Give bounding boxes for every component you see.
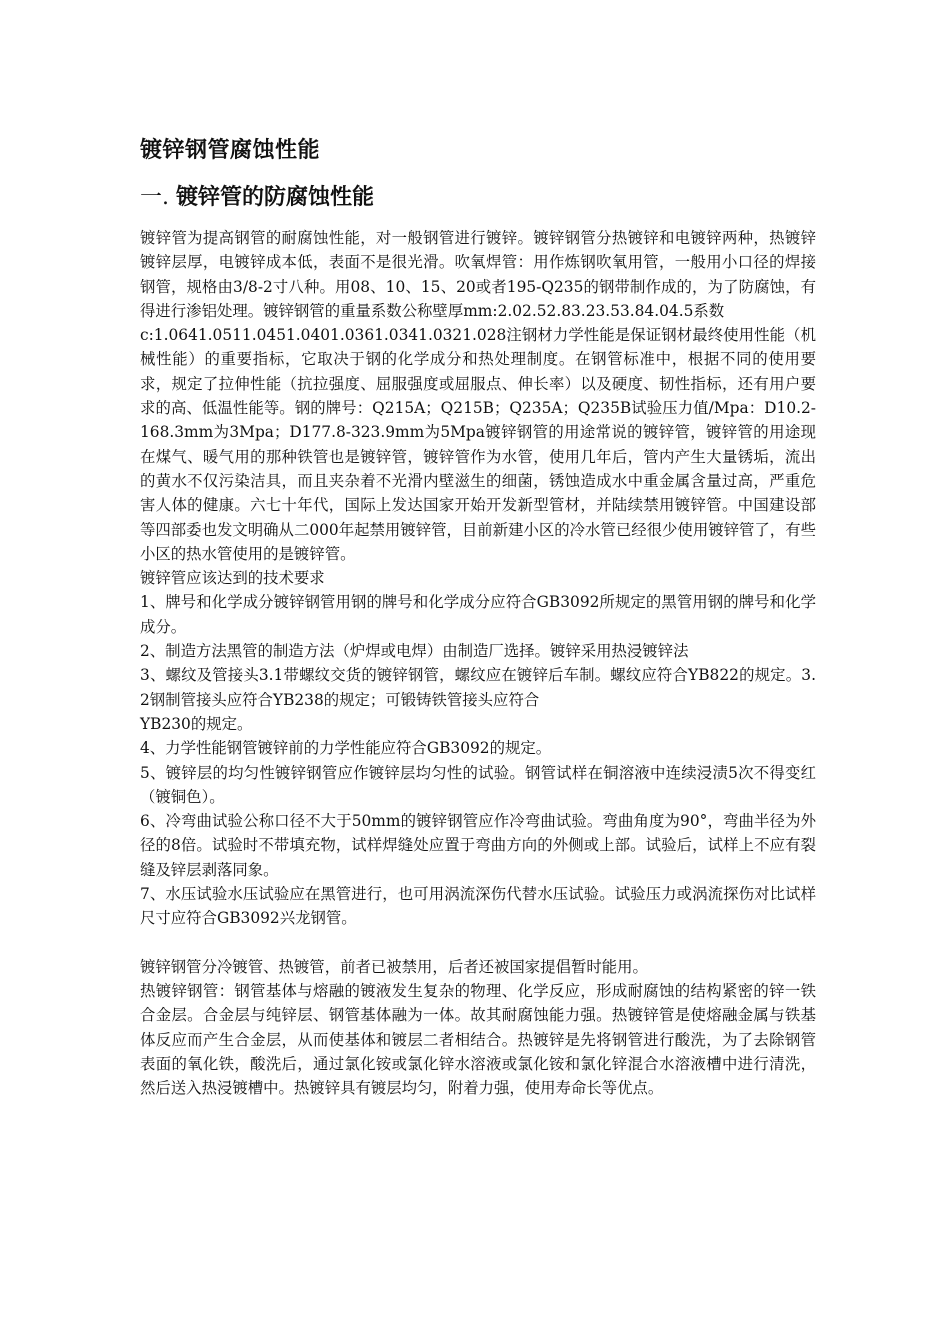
paragraph: 镀锌管为提高钢管的耐腐蚀性能，对一般钢管进行镀锌。镀锌钢管分热镀锌和电镀锌两种，热镀锌镀锌层厚，电镀锌成本低，表面不是很光滑。吹氧焊管：用作炼钢吹氧用管，一般用小口径的焊接钢管，规格由3/8-2寸八种。用08、10、15、20或者195-Q235的钢带制作成的，为了防腐蚀，有得进行渗铝处理。镀锌钢管的重量系数公称壁厚mm:2.02.52.83.23.53.84.04.5系数 xyxy=(140,229,816,320)
paragraph: c:1.0641.0511.0451.0401.0361.0341.0321.028注钢材力学性能是保证钢材最终使用性能（机械性能）的重要指标，它取决于钢的化学成分和热处理制度。在钢管标准中，根据不同的使用要求，规定了拉伸性能（抗拉强度、屈服强度或屈服点、伸长率）以及硬度、韧性指标，还有用户要求的高、低温性能等。钢的牌号：Q215A；Q215B；Q235A；Q235B试验压力值/Mpa：D10.2-168.3mm为3Mpa；D177.8-323.9mm为5Mpa镀锌钢管的用途常说的镀锌管，镀锌管的用途现在煤气、暖气用的那种铁管也是镀锌管，镀锌管作为水管，使用几年后，管内产生大量锈垢，流出的黄水不仅污染洁具，而且夹杂着不光滑内壁滋生的细菌，锈蚀造成水中重金属含量过高，严重危害人体的健康。六七十年代，国际上发达国家开始开发新型管材，并陆续禁用镀锌管。中国建设部等四部委也发文明确从二000年起禁用镀锌管，目前新建小区的冷水管已经很少使用镀锌管了，有些小区的热水管使用的是镀锌管。 xyxy=(140,326,816,563)
paragraph: 1、牌号和化学成分镀锌钢管用钢的牌号和化学成分应符合GB3092所规定的黑管用钢的牌号和化学成分。 xyxy=(140,593,816,636)
section-heading xyxy=(140,182,816,214)
paragraph: 热镀锌钢管：钢管基体与熔融的镀液发生复杂的物理、化学反应，形成耐腐蚀的结构紧密的锌一铁合金层。合金层与纯锌层、钢管基体融为一体。故其耐腐蚀能力强。热镀锌管是使熔融金属与铁基体反应而产生合金层，从而使基体和镀层二者相结合。热镀锌是先将钢管进行酸洗，为了去除钢管表面的氧化铁，酸洗后，通过氯化铵或氯化锌水溶液或氯化铵和氯化锌混合水溶液槽中进行清洗，然后送入热浸镀槽中。热镀锌具有镀层均匀，附着力强，使用寿命长等优点。 xyxy=(140,981,816,1098)
paragraph: YB230的规定。 xyxy=(140,714,253,733)
paragraph: 7、水压试验水压试验应在黑管进行，也可用涡流深伤代替水压试验。试验压力或涡流探伤对比试样尺寸应符合GB3092兴龙钢管。 xyxy=(140,885,816,928)
body-text xyxy=(140,226,816,1100)
document-title: 镀锌钢管腐蚀性能 xyxy=(140,138,321,163)
document-page xyxy=(140,130,816,1100)
paragraph: 6、冷弯曲试验公称口径不大于50mm的镀锌钢管应作冷弯曲试验。弯曲角度为90°，弯曲半径为外径的8倍。试验时不带填充物，试样焊缝处应置于弯曲方向的外侧或上部。试验后，试样上不应有裂缝及锌层剥落同象。 xyxy=(140,812,816,879)
paragraph: 2、制造方法黑管的制造方法（炉焊或电焊）由制造厂选择。镀锌采用热浸镀锌法 xyxy=(140,642,689,661)
section-heading-text: 镀锌管的防腐蚀性能 xyxy=(176,185,375,210)
blank-line xyxy=(140,931,816,955)
paragraph: 5、镀锌层的均匀性镀锌钢管应作镀锌层均匀性的试验。钢管试样在铜溶液中连续浸渍5次不得变红（镀铜色）。 xyxy=(140,763,816,806)
paragraph: 镀锌管应该达到的技术要求 xyxy=(140,569,325,588)
paragraph: 4、力学性能钢管镀锌前的力学性能应符合GB3092的规定。 xyxy=(140,739,552,758)
paragraph: 镀锌钢管分冷镀管、热镀管，前者已被禁用，后者还被国家提倡暂时能用。 xyxy=(140,957,648,976)
paragraph: 3、螺纹及管接头3.1带螺纹交货的镀锌钢管，螺纹应在镀锌后车制。螺纹应符合YB822的规定。3.2钢制管接头应符合YB238的规定；可锻铸铁管接头应符合 xyxy=(140,666,816,709)
section-number: 一. xyxy=(140,185,169,210)
